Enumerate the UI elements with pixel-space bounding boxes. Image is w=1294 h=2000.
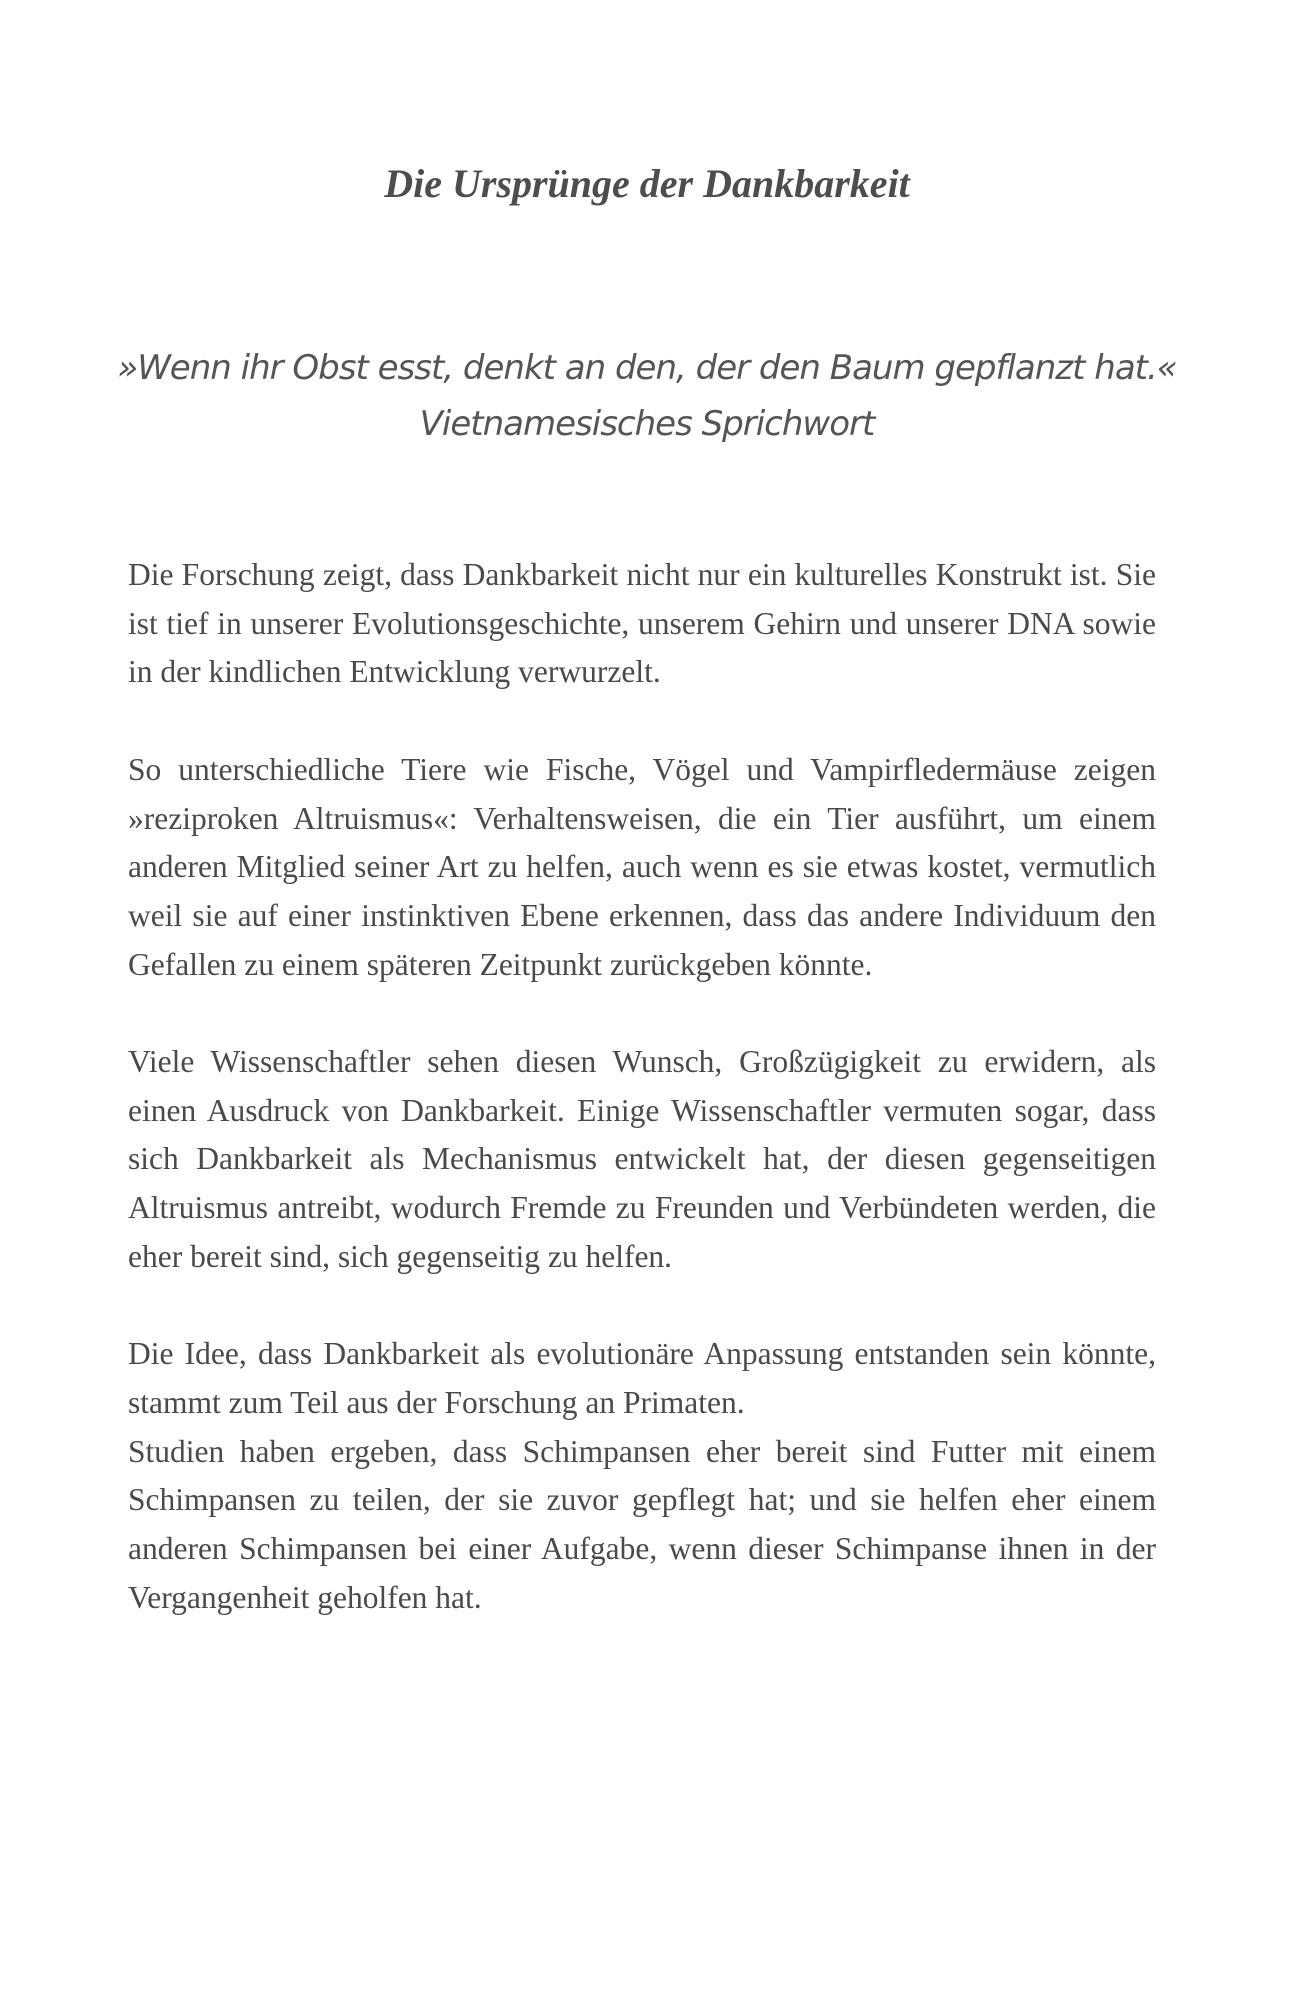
page-title: Die Ursprünge der Dankbarkeit [384,161,910,206]
body-text [128,551,1156,1671]
epigraph [80,340,1214,452]
paragraph-3: Viele Wissenschaftler sehen diesen Wunsch, Großzügigkeit zu erwidern, als einen Ausdruck von Dankbarkeit. Einige Wissenschaftler vermuten sogar, dass sich Dankbarkeit als Mechanismus entwickelt hat, der diesen gegenseitigen Altruismus antreibt, wodurch Fremde zu Freunden und Verbündeten werden, die eher bereit sind, sich gegenseitig zu helfen. [128,1044,1156,1274]
paragraph-2: So unterschiedliche Tiere wie Fische, Vögel und Vampirfledermäuse zeigen »reziproken Altruismus«: Verhaltensweisen, die ein Tier ausführt, um einem anderen Mitglied seiner Art zu helfen, auch wenn es sie etwas kostet, vermutlich weil sie auf einer instinktiven Ebene erkennen, dass das andere Individuum den Gefallen zu einem späteren Zeitpunkt zurückgeben könnte. [128,751,1156,982]
paragraph-1: Die Forschung zeigt, dass Dankbarkeit nicht nur ein kulturelles Konstrukt ist. Sie ist tief in unserer Evolutionsgeschichte, unserem Gehirn und unserer DNA sowie in der kindlichen Entwicklung verwurzelt. [128,557,1156,690]
paragraph-4: Die Idee, dass Dankbarkeit als evolutionäre Anpassung entstanden sein könnte, stammt zum Teil aus der Forschung an Primaten. [128,1336,1156,1420]
paragraph-5: Studien haben ergeben, dass Schimpansen eher bereit sind Futter mit einem Schimpansen zu teilen, der sie zuvor gepflegt hat; und sie helfen eher einem anderen Schimpansen bei einer Aufgabe, wenn dieser Schimpanse ihnen in der Vergangenheit geholfen hat. [128,1433,1156,1615]
epigraph-source: Vietnamesisches Sprichwort [419,404,875,444]
epigraph-quote: »Wenn ihr Obst esst, denkt an den, der den Baum gepflanzt hat.« [117,348,1177,388]
